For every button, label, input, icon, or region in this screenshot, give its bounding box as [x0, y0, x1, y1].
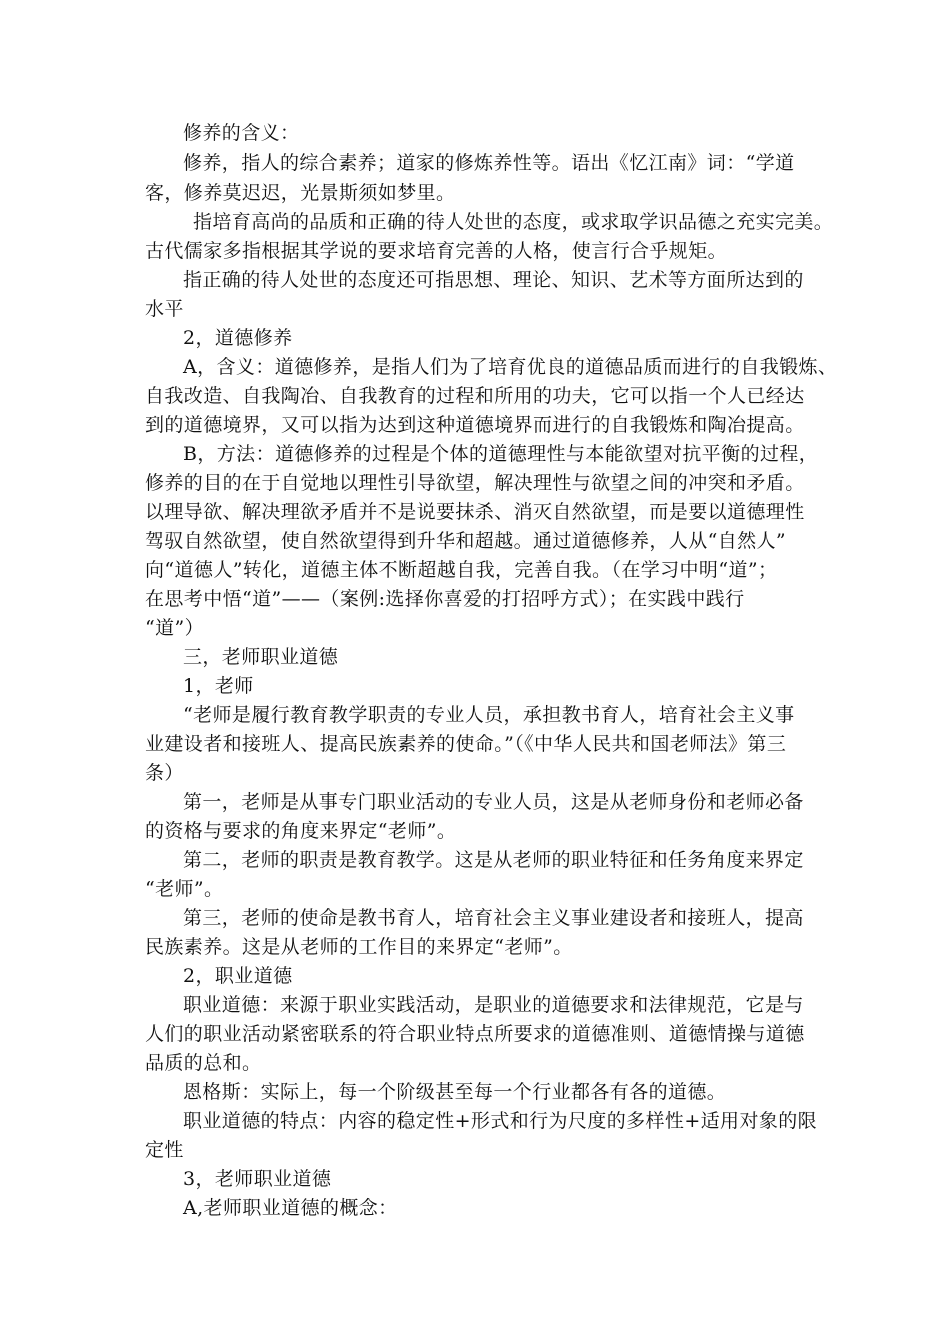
- text-line: 条）: [145, 762, 184, 784]
- section-heading: 2，职业道德: [183, 965, 293, 987]
- text-line: 古代儒家多指根据其学说的要求培育完善的人格，使言行合乎规矩。: [145, 240, 728, 262]
- text-line: 定性: [145, 1139, 184, 1161]
- text-line: B，方法：道德修养的过程是个体的道德理性与本能欲望对抗平衡的过程，: [183, 443, 819, 465]
- text-line: 向“道德人”转化，道德主体不断超越自我，完善自我。（在学习中明“道”；: [145, 559, 778, 581]
- text-line: 民族素养。这是从老师的工作目的来界定“老师”。: [145, 936, 573, 958]
- text-line: 业建设者和接班人、提高民族素养的使命。”（《中华人民共和国老师法》第三: [145, 733, 787, 755]
- text-line: 水平: [145, 298, 184, 320]
- text-line: 指培育高尚的品质和正确的待人处世的态度，或求取学识品德之充实完美。: [193, 211, 834, 233]
- text-line: 在思考中悟“道”——（案例:选择你喜爱的打招呼方式）；在实践中践行: [145, 588, 745, 610]
- text-line: 职业道德：来源于职业实践活动，是职业的道德要求和法律规范，它是与: [183, 994, 804, 1016]
- text-line: 修养，指人的综合素养；道家的修炼养性等。语出《忆江南》词：“学道: [183, 152, 795, 174]
- section-heading: 三，老师职业道德: [183, 646, 339, 668]
- text-line: 到的道德境界，又可以指为达到这种道德境界而进行的自我锻炼和陶冶提高。: [145, 414, 805, 436]
- section-heading: 2，道德修养: [183, 327, 293, 349]
- text-line: A，含义：道德修养，是指人们为了培育优良的道德品质而进行的自我锻炼、: [183, 356, 838, 378]
- text-line: “道”）: [145, 617, 205, 639]
- text-line: 人们的职业活动紧密联系的符合职业特点所要求的道德准则、道德情操与道德: [145, 1023, 805, 1045]
- text-line: 以理导欲、解决理欲矛盾并不是说要抹杀、消灭自然欲望，而是要以道德理性: [145, 501, 805, 523]
- text-line: 恩格斯：实际上，每一个阶级甚至每一个行业都各有各的道德。: [183, 1081, 727, 1103]
- text-line: 第二，老师的职责是教育教学。这是从老师的职业特征和任务角度来界定: [183, 849, 804, 871]
- text-line: 第一，老师是从事专门职业活动的专业人员，这是从老师身份和老师必备: [183, 791, 804, 813]
- text-line: 客，修养莫迟迟，光景斯须如梦里。: [145, 182, 456, 204]
- section-heading: 1，老师: [183, 675, 254, 697]
- text-line: “老师是履行教育教学职责的专业人员，承担教书育人，培育社会主义事: [183, 704, 795, 726]
- text-line: 修养的含义：: [183, 122, 300, 144]
- section-heading: A,老师职业道德的概念：: [183, 1197, 398, 1219]
- text-line: 驾驭自然欲望，使自然欲望得到升华和超越。通过道德修养，人从“自然人”: [145, 530, 787, 552]
- text-line: “老师”。: [145, 878, 224, 900]
- text-line: 自我改造、自我陶冶、自我教育的过程和所用的功夫，它可以指一个人已经达: [145, 385, 805, 407]
- text-line: 修养的目的在于自觉地以理性引导欲望，解决理性与欲望之间的冲突和矛盾。: [145, 472, 805, 494]
- text-line: 第三，老师的使命是教书育人，培育社会主义事业建设者和接班人，提高: [183, 907, 804, 929]
- text-line: 的资格与要求的角度来界定“老师”。: [145, 820, 457, 842]
- text-line: 职业道德的特点：内容的稳定性+形式和行为尺度的多样性+适用对象的限: [183, 1110, 818, 1132]
- section-heading: 3，老师职业道德: [183, 1168, 332, 1190]
- text-line: 品质的总和。: [145, 1052, 262, 1074]
- text-line: 指正确的待人处世的态度还可指思想、理论、知识、艺术等方面所达到的: [183, 269, 804, 291]
